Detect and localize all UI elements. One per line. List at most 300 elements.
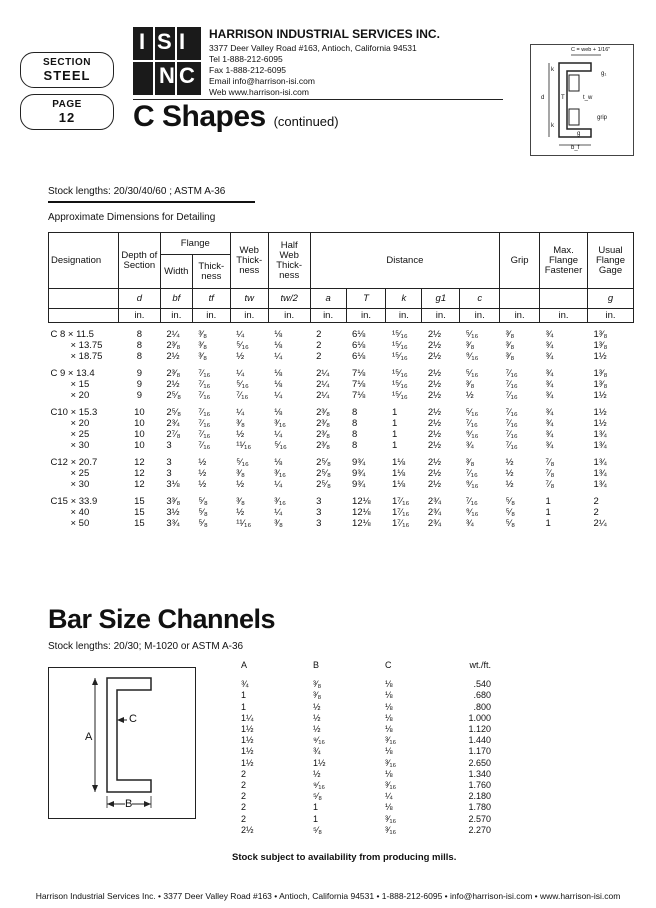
table-cell: 2½ — [427, 351, 442, 362]
bar-cell: 1 — [241, 701, 247, 712]
table-cell: ⁵⁄₁₆ — [465, 329, 479, 340]
table-cell: 3 — [166, 468, 172, 479]
table-row — [49, 479, 634, 490]
bar-col-c: C — [385, 660, 392, 670]
diagram-label-g: g — [577, 131, 581, 137]
table-cell: 1³⁄₈ — [593, 379, 608, 390]
table-cell: ³⁄₈ — [505, 329, 515, 340]
designation-cell: × 40 — [70, 507, 90, 518]
table-row — [49, 407, 634, 418]
table-cell: 8 — [352, 429, 358, 440]
bar-cell: ¾ — [241, 679, 249, 690]
designation-cell: C 9 × 13.4 — [50, 368, 95, 379]
bar-cell: ⅛ — [385, 724, 393, 735]
table-cell: 12⅛ — [352, 496, 371, 507]
table-cell: 1³⁄₈ — [593, 340, 608, 351]
table-cell: 2³⁄₈ — [166, 368, 181, 379]
table-cell: ³⁄₁₆ — [274, 418, 287, 429]
list-item — [225, 802, 491, 813]
table-cell: 1¾ — [593, 429, 607, 440]
table-cell: 1½ — [593, 407, 607, 418]
bar-cell: 1½ — [313, 757, 326, 768]
table-cell: 1³⁄₈ — [593, 329, 608, 340]
table-cell: 1¾ — [593, 457, 607, 468]
diagram-label-d: d — [541, 95, 545, 101]
table-cell: 2¼ — [316, 390, 330, 401]
table-cell: 2½ — [166, 351, 180, 362]
list-item — [225, 780, 491, 791]
barsize-header-row — [225, 660, 491, 679]
table-cell: 1⁷⁄₁₆ — [391, 518, 410, 529]
sym-g1: g1 — [422, 289, 460, 309]
bar-cell: 1.120 — [468, 724, 491, 735]
table-cell: 1 — [391, 440, 398, 451]
bar-cell: 1.760 — [468, 780, 491, 791]
table-cell: ¾ — [545, 407, 554, 418]
designation-cell: × 13.75 — [70, 340, 103, 351]
table-cell: ⁵⁄₁₆ — [274, 440, 287, 451]
table-cell: 3½ — [166, 507, 180, 518]
table-cell: ⁹⁄₁₆ — [465, 429, 479, 440]
bar-cell: ⅛ — [385, 802, 393, 813]
diagram-label-t: T — [561, 95, 565, 101]
bar-cell: .680 — [473, 690, 491, 701]
bar-cell: ⅛ — [385, 701, 393, 712]
unit-cell: in. — [268, 309, 310, 323]
table-cell: 1⅛ — [391, 457, 406, 468]
table-cell: ⁷⁄₁₆ — [505, 390, 518, 401]
table-cell: ½ — [465, 390, 474, 401]
table-cell: ³⁄₈ — [198, 329, 208, 340]
table-cell: ¼ — [274, 479, 283, 490]
table-cell: 2⁷⁄₈ — [166, 429, 181, 440]
list-item — [225, 713, 491, 724]
bar-cell: 1.170 — [468, 746, 491, 757]
table-cell: 1⁷⁄₁₆ — [391, 507, 410, 518]
table-cell: ⁷⁄₁₆ — [236, 390, 249, 401]
table-cell: 8 — [352, 407, 358, 418]
bar-cell: ⅛ — [385, 690, 393, 701]
table-cell: ⁵⁄₈ — [505, 518, 516, 529]
table-row — [49, 379, 634, 390]
bar-cell: ⁹⁄₁₆ — [313, 780, 326, 791]
bar-cell: ⅛ — [385, 746, 393, 757]
designation-cell: × 50 — [70, 518, 90, 529]
table-cell: ¹¹⁄₁₆ — [236, 440, 252, 451]
company-fax: Fax 1-888-212-6095 — [209, 65, 287, 75]
table-cell: 6⅛ — [352, 351, 366, 362]
table-row — [49, 368, 634, 379]
table-cell: ⁷⁄₈ — [545, 468, 555, 479]
table-cell: ³⁄₈ — [505, 340, 515, 351]
table-cell: 3 — [316, 496, 322, 507]
table-cell: ³⁄₁₆ — [274, 468, 287, 479]
table-cell: 3 — [316, 507, 322, 518]
bar-cell: ¾ — [313, 746, 321, 757]
designation-cell: × 20 — [70, 418, 90, 429]
table-cell: ¾ — [545, 440, 554, 451]
list-item — [225, 679, 491, 690]
unit-cell: in. — [386, 309, 422, 323]
list-item — [225, 735, 491, 746]
table-cell: 2³⁄₈ — [316, 418, 331, 429]
table-cell: ½ — [505, 479, 514, 490]
table-cell: ⁵⁄₁₆ — [236, 340, 249, 351]
bar-col-a: A — [241, 660, 248, 670]
table-cell: 2½ — [427, 457, 442, 468]
table-row — [49, 329, 634, 340]
designation-cell: C10 × 15.3 — [50, 407, 98, 418]
list-item — [225, 702, 491, 713]
table-cell: ½ — [236, 479, 245, 490]
table-cell: ⁹⁄₁₆ — [465, 479, 479, 490]
table-cell: ⁷⁄₁₆ — [198, 368, 211, 379]
bar-cell: ¼ — [385, 791, 393, 802]
table-cell: ⁵⁄₈ — [505, 496, 516, 507]
designation-cell: × 25 — [70, 468, 90, 479]
col-thick: Thick-ness — [192, 255, 230, 289]
col-web: Web Thick-ness — [230, 233, 268, 289]
list-item — [225, 758, 491, 769]
diagram-label-grip: grip — [597, 115, 608, 121]
table-cell: 2⁵⁄₈ — [316, 457, 331, 468]
unit-cell: in. — [540, 309, 588, 323]
c-shape-section-diagram — [530, 44, 634, 156]
table-cell: ¾ — [545, 390, 554, 401]
table-cell: 8 — [136, 351, 143, 362]
table-cell: ⁵⁄₁₆ — [465, 368, 479, 379]
table-cell: 10 — [134, 440, 145, 451]
table-cell: 9 — [136, 368, 143, 379]
col-width: Width — [160, 255, 192, 289]
bar-cell: ³⁄₁₆ — [385, 824, 397, 835]
table-cell: 1¾ — [593, 468, 607, 479]
sym-g: g — [587, 289, 633, 309]
col-max-flange: Max. Flange Fastener — [540, 233, 588, 289]
unit-cell: in. — [460, 309, 500, 323]
table-cell: ¾ — [465, 440, 474, 451]
unit-cell: in. — [346, 309, 386, 323]
table-cell: ½ — [236, 429, 245, 440]
list-item — [225, 791, 491, 802]
barsize-stock: Stock lengths: 20/30; M-1020 or ASTM A-36 — [48, 641, 244, 652]
table-cell: ⁵⁄₁₆ — [236, 379, 249, 390]
list-item — [225, 746, 491, 757]
list-item — [225, 769, 491, 780]
table-cell: 2⁵⁄₈ — [166, 407, 182, 418]
table-cell: ⅛ — [274, 329, 283, 340]
table-cell: 9 — [136, 390, 143, 401]
table-cell: 9¾ — [352, 457, 366, 468]
bar-cell: 2 — [241, 802, 247, 813]
bar-cell: ³⁄₁₆ — [385, 735, 397, 746]
table-row — [49, 390, 634, 401]
sym-tf: tf — [192, 289, 230, 309]
table-cell: 12 — [134, 468, 145, 479]
bar-cell: ⅛ — [385, 712, 393, 723]
unit-cell: in. — [422, 309, 460, 323]
c-shape-drawing — [531, 45, 633, 155]
table-cell: 1 — [545, 496, 551, 507]
bar-cell: ³⁄₁₆ — [385, 780, 397, 791]
company-web: Web www.harrison-isi.com — [209, 87, 309, 97]
table-cell: 2⁵⁄₈ — [316, 468, 331, 479]
bar-cell: 1½ — [241, 757, 254, 768]
list-item — [225, 690, 491, 701]
table-cell: 2³⁄₈ — [316, 440, 331, 451]
table-cell: ¾ — [545, 351, 554, 362]
bar-cell: 1.780 — [468, 802, 491, 813]
table-cell: ¼ — [236, 368, 245, 379]
table-cell: ³⁄₁₆ — [274, 496, 287, 507]
table-cell: 1⅛ — [391, 468, 406, 479]
table-cell: ¹⁵⁄₁₆ — [391, 340, 408, 351]
table-cell: ⁷⁄₈ — [545, 479, 555, 490]
unit-cell: in. — [587, 309, 633, 323]
company-email: Email info@harrison-isi.com — [209, 76, 315, 86]
page-value: 12 — [58, 110, 76, 125]
table-row — [49, 440, 634, 451]
table-cell: 3¾ — [166, 518, 180, 529]
table-cell: 1 — [545, 507, 551, 518]
title-suffix: (continued) — [273, 114, 339, 129]
table-cell: 3 — [166, 457, 172, 468]
sym-k: k — [386, 289, 422, 309]
bar-cell: 1 — [241, 690, 247, 701]
table-cell: 12⅛ — [352, 518, 371, 529]
table-cell: 2³⁄₈ — [316, 429, 331, 440]
table-row — [49, 429, 634, 440]
table-cell: 2¼ — [166, 329, 180, 340]
table-cell: 2½ — [427, 429, 442, 440]
table-cell: ⁷⁄₁₆ — [198, 407, 211, 418]
table-cell: ¹¹⁄₁₆ — [236, 518, 252, 529]
designation-cell: C12 × 20.7 — [50, 457, 98, 468]
table-cell: ½ — [505, 468, 514, 479]
table-cell: 2⁵⁄₈ — [316, 479, 331, 490]
bar-cell: ³⁄₈ — [313, 679, 322, 690]
sym-d: d — [118, 289, 160, 309]
table-cell: 1½ — [593, 390, 607, 401]
table-cell: 2½ — [166, 379, 180, 390]
table-row — [49, 457, 634, 468]
table-cell: ⁵⁄₁₆ — [465, 407, 479, 418]
table-cell: 1 — [545, 518, 551, 529]
table-cell: 1⁷⁄₁₆ — [391, 496, 410, 507]
diagram-label-c: C = web + 1/16" — [571, 47, 611, 53]
bar-cell: ½ — [313, 712, 321, 723]
designation-cell: C 8 × 11.5 — [50, 329, 94, 340]
sym-grip — [500, 289, 540, 309]
table-row — [49, 496, 634, 507]
table-cell: ⅛ — [274, 340, 283, 351]
table-cell: ¾ — [545, 379, 554, 390]
table-cell: 6⅛ — [352, 329, 366, 340]
table-cell: 9¾ — [352, 479, 366, 490]
table-cell: ³⁄₈ — [236, 468, 245, 479]
table-cell: ⁵⁄₈ — [505, 507, 516, 518]
list-item — [225, 825, 491, 836]
cshapes-table — [48, 232, 634, 529]
table-cell: ¹⁵⁄₁₆ — [391, 390, 408, 401]
bar-cell: 1.440 — [468, 735, 491, 746]
company-logo — [133, 27, 201, 95]
table-cell: ¹⁵⁄₁₆ — [391, 368, 408, 379]
designation-cell: × 15 — [70, 379, 90, 390]
cshapes-stock: Stock lengths: 20/30/40/60 ; ASTM A-36 — [48, 186, 226, 197]
table-cell: 15 — [134, 496, 145, 507]
table-cell: 7⅛ — [352, 368, 366, 379]
cshapes-approx: Approximate Dimensions for Detailing — [48, 212, 216, 223]
table-cell: 2 — [593, 507, 599, 518]
bar-cell: 1½ — [241, 746, 254, 757]
table-cell: ¾ — [545, 368, 554, 379]
bar-col-b: B — [313, 660, 320, 670]
bar-cell: 2 — [241, 780, 247, 791]
bar-cell: ½ — [313, 701, 321, 712]
table-cell: 1 — [391, 407, 398, 418]
table-cell: 7⅛ — [352, 390, 366, 401]
designation-cell: × 25 — [70, 429, 90, 440]
table-cell: 15 — [134, 507, 145, 518]
table-cell: 2¾ — [427, 507, 442, 518]
bar-cell: 2.180 — [468, 791, 491, 802]
table-row — [49, 468, 634, 479]
table-cell: ¼ — [274, 351, 283, 362]
table-cell: 2½ — [427, 329, 442, 340]
sym-a: a — [310, 289, 346, 309]
bar-cell: ½ — [313, 768, 321, 779]
bar-cell: 2.570 — [468, 813, 491, 824]
bar-label-c: C — [129, 713, 137, 725]
table-cell: 2¼ — [593, 518, 607, 529]
sym-bf: bf — [160, 289, 192, 309]
table-cell: 10 — [134, 418, 145, 429]
table-cell: 8 — [136, 329, 143, 340]
col-half-web: Half Web Thick-ness — [268, 233, 310, 289]
table-row — [49, 507, 634, 518]
barsize-note: Stock subject to availability from producing mills. — [232, 852, 457, 863]
table-cell: 1³⁄₈ — [593, 368, 608, 379]
company-tel: Tel 1-888-212-6095 — [209, 54, 283, 64]
title-text: C Shapes — [133, 100, 266, 133]
table-cell: 2¼ — [316, 368, 330, 379]
bar-col-wt: wt./ft. — [469, 660, 491, 670]
company-address: 3377 Deer Valley Road #163, Antioch, California 94531 — [209, 43, 417, 53]
table-cell: ⁷⁄₈ — [545, 457, 555, 468]
table-cell: ⁷⁄₁₆ — [505, 407, 518, 418]
bar-cell: ⁵⁄₈ — [313, 791, 322, 802]
table-cell: ¹⁵⁄₁₆ — [391, 379, 408, 390]
col-designation: Designation — [49, 233, 119, 289]
table-cell: ¹⁵⁄₁₆ — [391, 351, 408, 362]
bar-cell: 2.650 — [468, 757, 491, 768]
col-grip: Grip — [500, 233, 540, 289]
table-cell: ⁷⁄₁₆ — [505, 440, 518, 451]
barsize-title: Bar Size Channels — [48, 604, 276, 634]
table-cell: ¾ — [545, 418, 554, 429]
unit-cell: in. — [160, 309, 192, 323]
logo-letter-1: I — [139, 29, 146, 54]
table-cell: 3³⁄₈ — [166, 496, 181, 507]
table-cell: ¼ — [236, 407, 245, 418]
bar-cell: ⁵⁄₈ — [313, 824, 322, 835]
table-cell: ¼ — [274, 429, 283, 440]
table-cell: 1 — [391, 429, 398, 440]
bar-cell: ⅛ — [385, 679, 393, 690]
section-tag — [20, 52, 114, 88]
barsize-table — [225, 660, 491, 836]
bar-label-a: A — [85, 731, 93, 743]
table-cell: 2⁵⁄₈ — [166, 390, 182, 401]
table-cell: 2¾ — [166, 418, 180, 429]
bar-cell: ⅛ — [385, 768, 393, 779]
bar-cell: ⁹⁄₁₆ — [313, 735, 326, 746]
col-usual-gage: Usual Flange Gage — [587, 233, 633, 289]
table-cell: ⁷⁄₁₆ — [505, 418, 518, 429]
bar-cell: 1½ — [241, 724, 254, 735]
table-cell: ⁷⁄₁₆ — [198, 418, 211, 429]
diagram-label-k-top: k — [551, 67, 554, 73]
table-cell: ³⁄₈ — [465, 457, 475, 468]
table-cell: ⅛ — [274, 407, 283, 418]
bar-cell: ³⁄₁₆ — [385, 813, 397, 824]
table-cell: ³⁄₈ — [236, 418, 245, 429]
table-cell: ³⁄₈ — [465, 379, 475, 390]
table-cell: ⁷⁄₁₆ — [465, 418, 478, 429]
designation-cell: × 18.75 — [70, 351, 103, 362]
table-cell: 1 — [391, 418, 398, 429]
unit-cell: in. — [192, 309, 230, 323]
table-cell: 2¼ — [316, 379, 330, 390]
table-row — [49, 418, 634, 429]
table-cell: 10 — [134, 429, 145, 440]
table-cell: 8 — [136, 340, 143, 351]
table-cell: 3 — [166, 440, 172, 451]
table-cell: ½ — [236, 351, 245, 362]
col-depth: Depth of Section — [118, 233, 160, 289]
bar-cell: 1¼ — [241, 712, 254, 723]
table-cell: ³⁄₈ — [198, 351, 208, 362]
bar-cell: .540 — [473, 679, 491, 690]
table-cell: 3 — [316, 518, 322, 529]
table-cell: ¼ — [274, 507, 283, 518]
table-cell: 2½ — [427, 479, 442, 490]
table-cell: ⁵⁄₈ — [198, 507, 208, 518]
table-cell: ¼ — [274, 390, 283, 401]
diagram-label-k-bottom: k — [551, 123, 554, 129]
bar-cell: 2½ — [241, 824, 254, 835]
designation-cell: C15 × 33.9 — [50, 496, 98, 507]
list-item — [225, 724, 491, 735]
designation-cell: × 20 — [70, 390, 90, 401]
logo-letter-2: S — [157, 29, 172, 54]
table-cell: 2¾ — [427, 496, 442, 507]
bar-channel-drawing — [49, 668, 195, 818]
section-value: STEEL — [43, 68, 91, 83]
table-cell: ¾ — [545, 429, 554, 440]
table-cell: 1½ — [593, 418, 607, 429]
company-name: HARRISON INDUSTRIAL SERVICES INC. — [209, 27, 440, 41]
table-cell: 7⅛ — [352, 379, 366, 390]
designation-cell: × 30 — [70, 479, 90, 490]
sym-T: T — [346, 289, 386, 309]
table-row — [49, 518, 634, 529]
table-cell: 2½ — [427, 368, 442, 379]
col-flange: Flange — [160, 233, 230, 255]
table-cell: 2 — [316, 329, 322, 340]
bar-cell: ³⁄₁₆ — [385, 757, 397, 768]
